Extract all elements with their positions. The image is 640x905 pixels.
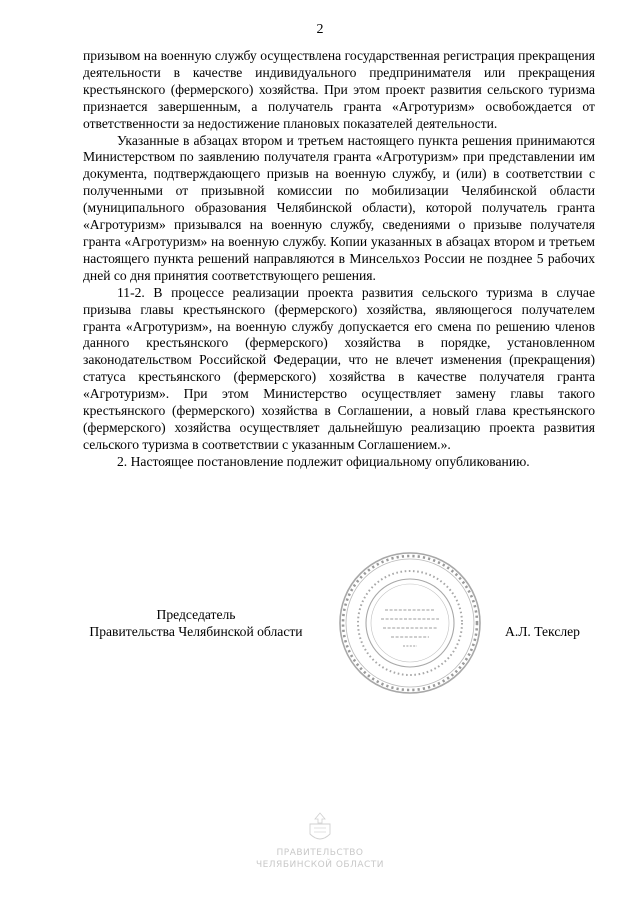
footer-organization-line2: ЧЕЛЯБИНСКОЙ ОБЛАСТИ xyxy=(255,860,385,870)
signatory-title-line2: Правительства Челябинской области xyxy=(89,624,303,639)
signatory-title-line1: Председатель xyxy=(156,607,236,622)
paragraph-continuation: призывом на военную службу осуществлена государственная регистрация прекращения деятельности в качестве индивидуального предпринимателя или прекращения крестьянского (фермерского) хозяйства. При этом проект развития сельского туризма признается завершенным, а получатель гранта «Агротуризм» освобождается от ответственности за недостижение плановых показателей деятельности. xyxy=(83,48,595,131)
paragraph-11-2: 11-2. В процессе реализации проекта развития сельского туризма в случае призыва главы крестьянского (фермерского) хозяйства, являющегося получателем гранта «Агротуризм», на военную службу допускается его смена по решению членов данного крестьянского (фермерского) хозяйства в порядке, установленном законодательством Российской Федерации, что не влечет изменения (прекращения) статуса крестьянского (фермерского) хозяйства в качестве получателя гранта «Агротуризм». При этом Министерство осуществляет замену главы такого крестьянского (фермерского) хозяйства в Соглашении, а новый глава крестьянского (фермерского) хозяйства осуществляет дальнейшую реализацию проекта развития сельского туризма в соответствии с указанным Соглашением.». xyxy=(83,284,595,452)
signatory-name: А.Л. Текслер xyxy=(505,624,580,639)
footer-organization-line1: ПРАВИТЕЛЬСТВО xyxy=(276,848,364,858)
signatory-title xyxy=(76,606,316,640)
paragraph-decisions: Указанные в абзацах втором и третьем настоящего пункта решения принимаются Министерством по заявлению получателя гранта «Агротуризм» при представлении им документа, подтверждающего призыв на военную службу, и (или) в соответствии с полученными от призывной комиссии по мобилизации Челябинской области (муниципального образования Челябинской области), которой получатель гранта «Агротуризм» призывался на военную службу, сведениями о призыве получателя гранта «Агротуризм» на военную службу. Копии указанных в абзацах втором и третьем настоящего пункта решений направляются в Минсельхоз России не позднее 5 рабочих дней со дня принятия соответствующего решения. xyxy=(83,132,595,283)
official-seal-icon xyxy=(335,548,485,698)
coat-of-arms-icon xyxy=(296,810,344,846)
page-number: 2 xyxy=(316,22,324,37)
document-body xyxy=(83,48,595,471)
paragraph-publication: 2. Настоящее постановление подлежит официальному опубликованию. xyxy=(117,453,530,469)
